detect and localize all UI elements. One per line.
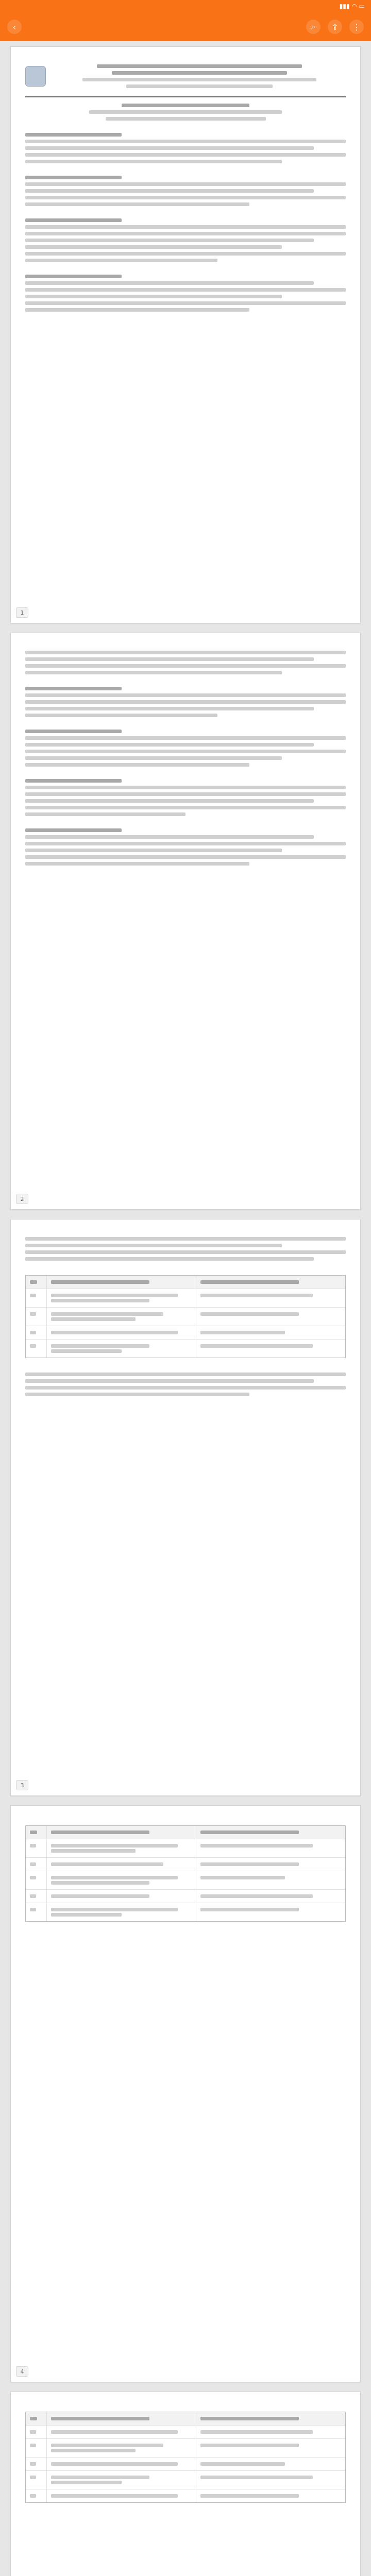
table-row — [26, 1339, 345, 1358]
doc-body — [25, 133, 346, 312]
letterhead-text — [53, 61, 346, 91]
table-row — [26, 2470, 345, 2489]
letterhead — [25, 61, 346, 97]
doc-body — [25, 1237, 346, 1396]
app-bar-left — [7, 20, 36, 34]
more-icon[interactable]: ⋮ — [349, 20, 364, 34]
doc-heading — [25, 104, 346, 121]
table-row — [26, 1839, 345, 1857]
table-row — [26, 1889, 345, 1903]
page-number: 2 — [16, 1194, 28, 1204]
doc-body — [25, 651, 346, 866]
document-page[interactable] — [10, 1219, 361, 1796]
table-row — [26, 1276, 345, 1289]
table-row — [26, 1857, 345, 1871]
table-row — [26, 1903, 345, 1921]
table-row — [26, 1326, 345, 1339]
wifi-icon: ◠ — [351, 3, 357, 10]
page-number: 3 — [16, 1780, 28, 1790]
document-viewer[interactable] — [0, 41, 371, 2576]
table-row — [26, 1307, 345, 1326]
app-bar-actions — [306, 20, 364, 34]
table-row — [26, 1826, 345, 1839]
status-bar — [0, 0, 371, 12]
page-number: 4 — [16, 2366, 28, 2377]
table-row — [26, 2412, 345, 2425]
table-row — [26, 2438, 345, 2457]
app-bar — [0, 12, 371, 41]
logo-icon — [25, 66, 46, 87]
table-row — [26, 2489, 345, 2502]
document-page[interactable] — [10, 633, 361, 1210]
document-page[interactable] — [10, 1805, 361, 2382]
data-table — [25, 1275, 346, 1358]
document-pages — [0, 41, 371, 2576]
signal-icon: ▮▮▮ — [339, 3, 350, 10]
data-table — [25, 1825, 346, 1922]
table-row — [26, 2457, 345, 2470]
back-icon[interactable]: ‹ — [7, 20, 22, 34]
battery-icon: ▭ — [359, 3, 365, 10]
status-icons — [340, 3, 365, 10]
document-page[interactable] — [10, 46, 361, 623]
data-table — [25, 2412, 346, 2503]
page-number: 1 — [16, 607, 28, 618]
document-page[interactable] — [10, 2392, 361, 2576]
table-row — [26, 1289, 345, 1307]
share-icon[interactable]: ⇪ — [328, 20, 342, 34]
table-row — [26, 2425, 345, 2438]
search-icon[interactable]: ⌕ — [306, 20, 321, 34]
table-row — [26, 1871, 345, 1889]
